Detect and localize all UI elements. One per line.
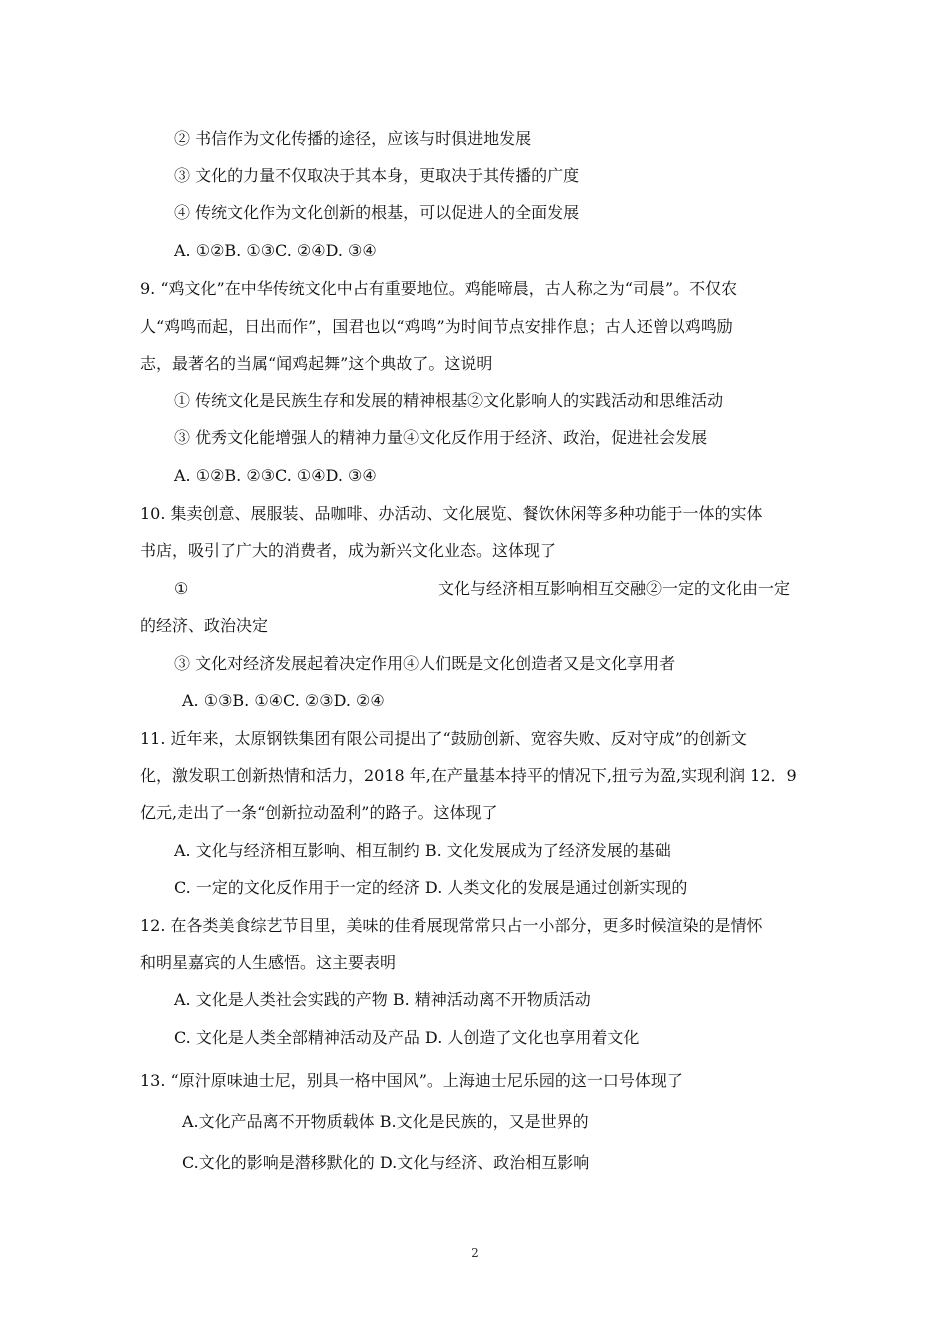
q13-options-cd: C.文化的影响是潜移默化的 D.文化与经济、政治相互影响 — [182, 1153, 590, 1172]
q11-stem-line-1: 11. 近年来，太原钢铁集团有限公司提出了“鼓励创新、宽容失败、反对守成”的创新文 — [140, 729, 747, 748]
q10-options: A. ①③B. ①④C. ②③D. ②④ — [182, 691, 385, 710]
q9-stem-line-3: 志，最著名的当属“闻鸡起舞”这个典故了。这说明 — [140, 354, 493, 373]
q13-stem-line-1: 13. “原汁原味迪士尼，别具一格中国风”。上海迪士尼乐园的这一口号体现了 — [140, 1071, 683, 1090]
q13-options-ab: A.文化产品离不开物质载体 B.文化是民族的，又是世界的 — [182, 1112, 589, 1131]
q10-stem-line-2: 书店，吸引了广大的消费者，成为新兴文化业态。这体现了 — [140, 541, 557, 560]
q12-options-cd: C. 文化是人类全部精神活动及产品 D. 人创造了文化也享用着文化 — [174, 1028, 640, 1047]
q10-item-3-4: ③ 文化对经济发展起着决定作用④人们既是文化创造者又是文化享用者 — [174, 654, 676, 673]
q12-stem-line-2: 和明星嘉宾的人生感悟。这主要表明 — [140, 953, 397, 972]
q11-options-cd: C. 一定的文化反作用于一定的经济 D. 人类文化的发展是通过创新实现的 — [174, 878, 688, 897]
q10-item-1-2-text: 文化与经济相互影响相互交融②一定的文化由一定 — [438, 579, 791, 598]
q11-stem-line-3: 亿元,走出了一条“创新拉动盈利”的路子。这体现了 — [140, 803, 498, 822]
q11-stem-line-2: 化，激发职工创新热情和活力，2018 年,在产量基本持平的情况下,扭亏为盈,实现利润 12．9 — [140, 766, 797, 785]
q11-options-ab: A. 文化与经济相互影响、相互制约 B. 文化发展成为了经济发展的基础 — [174, 841, 671, 860]
q12-options-ab: A. 文化是人类社会实践的产物 B. 精神活动离不开物质活动 — [174, 990, 591, 1009]
q8-item-2: ② 书信作为文化传播的途径，应该与时俱进地发展 — [174, 129, 532, 148]
q12-stem-line-1: 12. 在各类美食综艺节目里，美味的佳肴展现常常只占一小部分，更多时候渲染的是情怀 — [140, 916, 763, 935]
q9-item-1-2: ① 传统文化是民族生存和发展的精神根基②文化影响人的实践活动和思维活动 — [174, 391, 724, 410]
q10-stem-line-1: 10. 集卖创意、展服装、品咖啡、办活动、文化展览、餐饮休闲等多种功能于一体的实体 — [140, 504, 763, 523]
q9-options: A. ①②B. ②③C. ①④D. ③④ — [174, 466, 377, 485]
q10-item-1-marker: ① — [174, 579, 189, 598]
q10-item-2-continuation: 的经济、政治决定 — [140, 616, 269, 635]
q8-item-3: ③ 文化的力量不仅取决于其本身，更取决于其传播的广度 — [174, 166, 580, 185]
q8-item-4: ④ 传统文化作为文化创新的根基，可以促进人的全面发展 — [174, 203, 580, 222]
page-number: 2 — [471, 1246, 479, 1260]
q9-item-3-4: ③ 优秀文化能增强人的精神力量④文化反作用于经济、政治，促进社会发展 — [174, 428, 708, 447]
q9-stem-line-2: 人“鸡鸣而起，日出而作”，国君也以“鸡鸣”为时间节点安排作息；古人还曾以鸡鸣励 — [140, 317, 733, 336]
q8-options: A. ①②B. ①③C. ②④D. ③④ — [174, 241, 377, 260]
q9-stem-line-1: 9. “鸡文化”在中华传统文化中占有重要地位。鸡能啼晨，古人称之为“司晨”。不仅农 — [140, 279, 738, 298]
